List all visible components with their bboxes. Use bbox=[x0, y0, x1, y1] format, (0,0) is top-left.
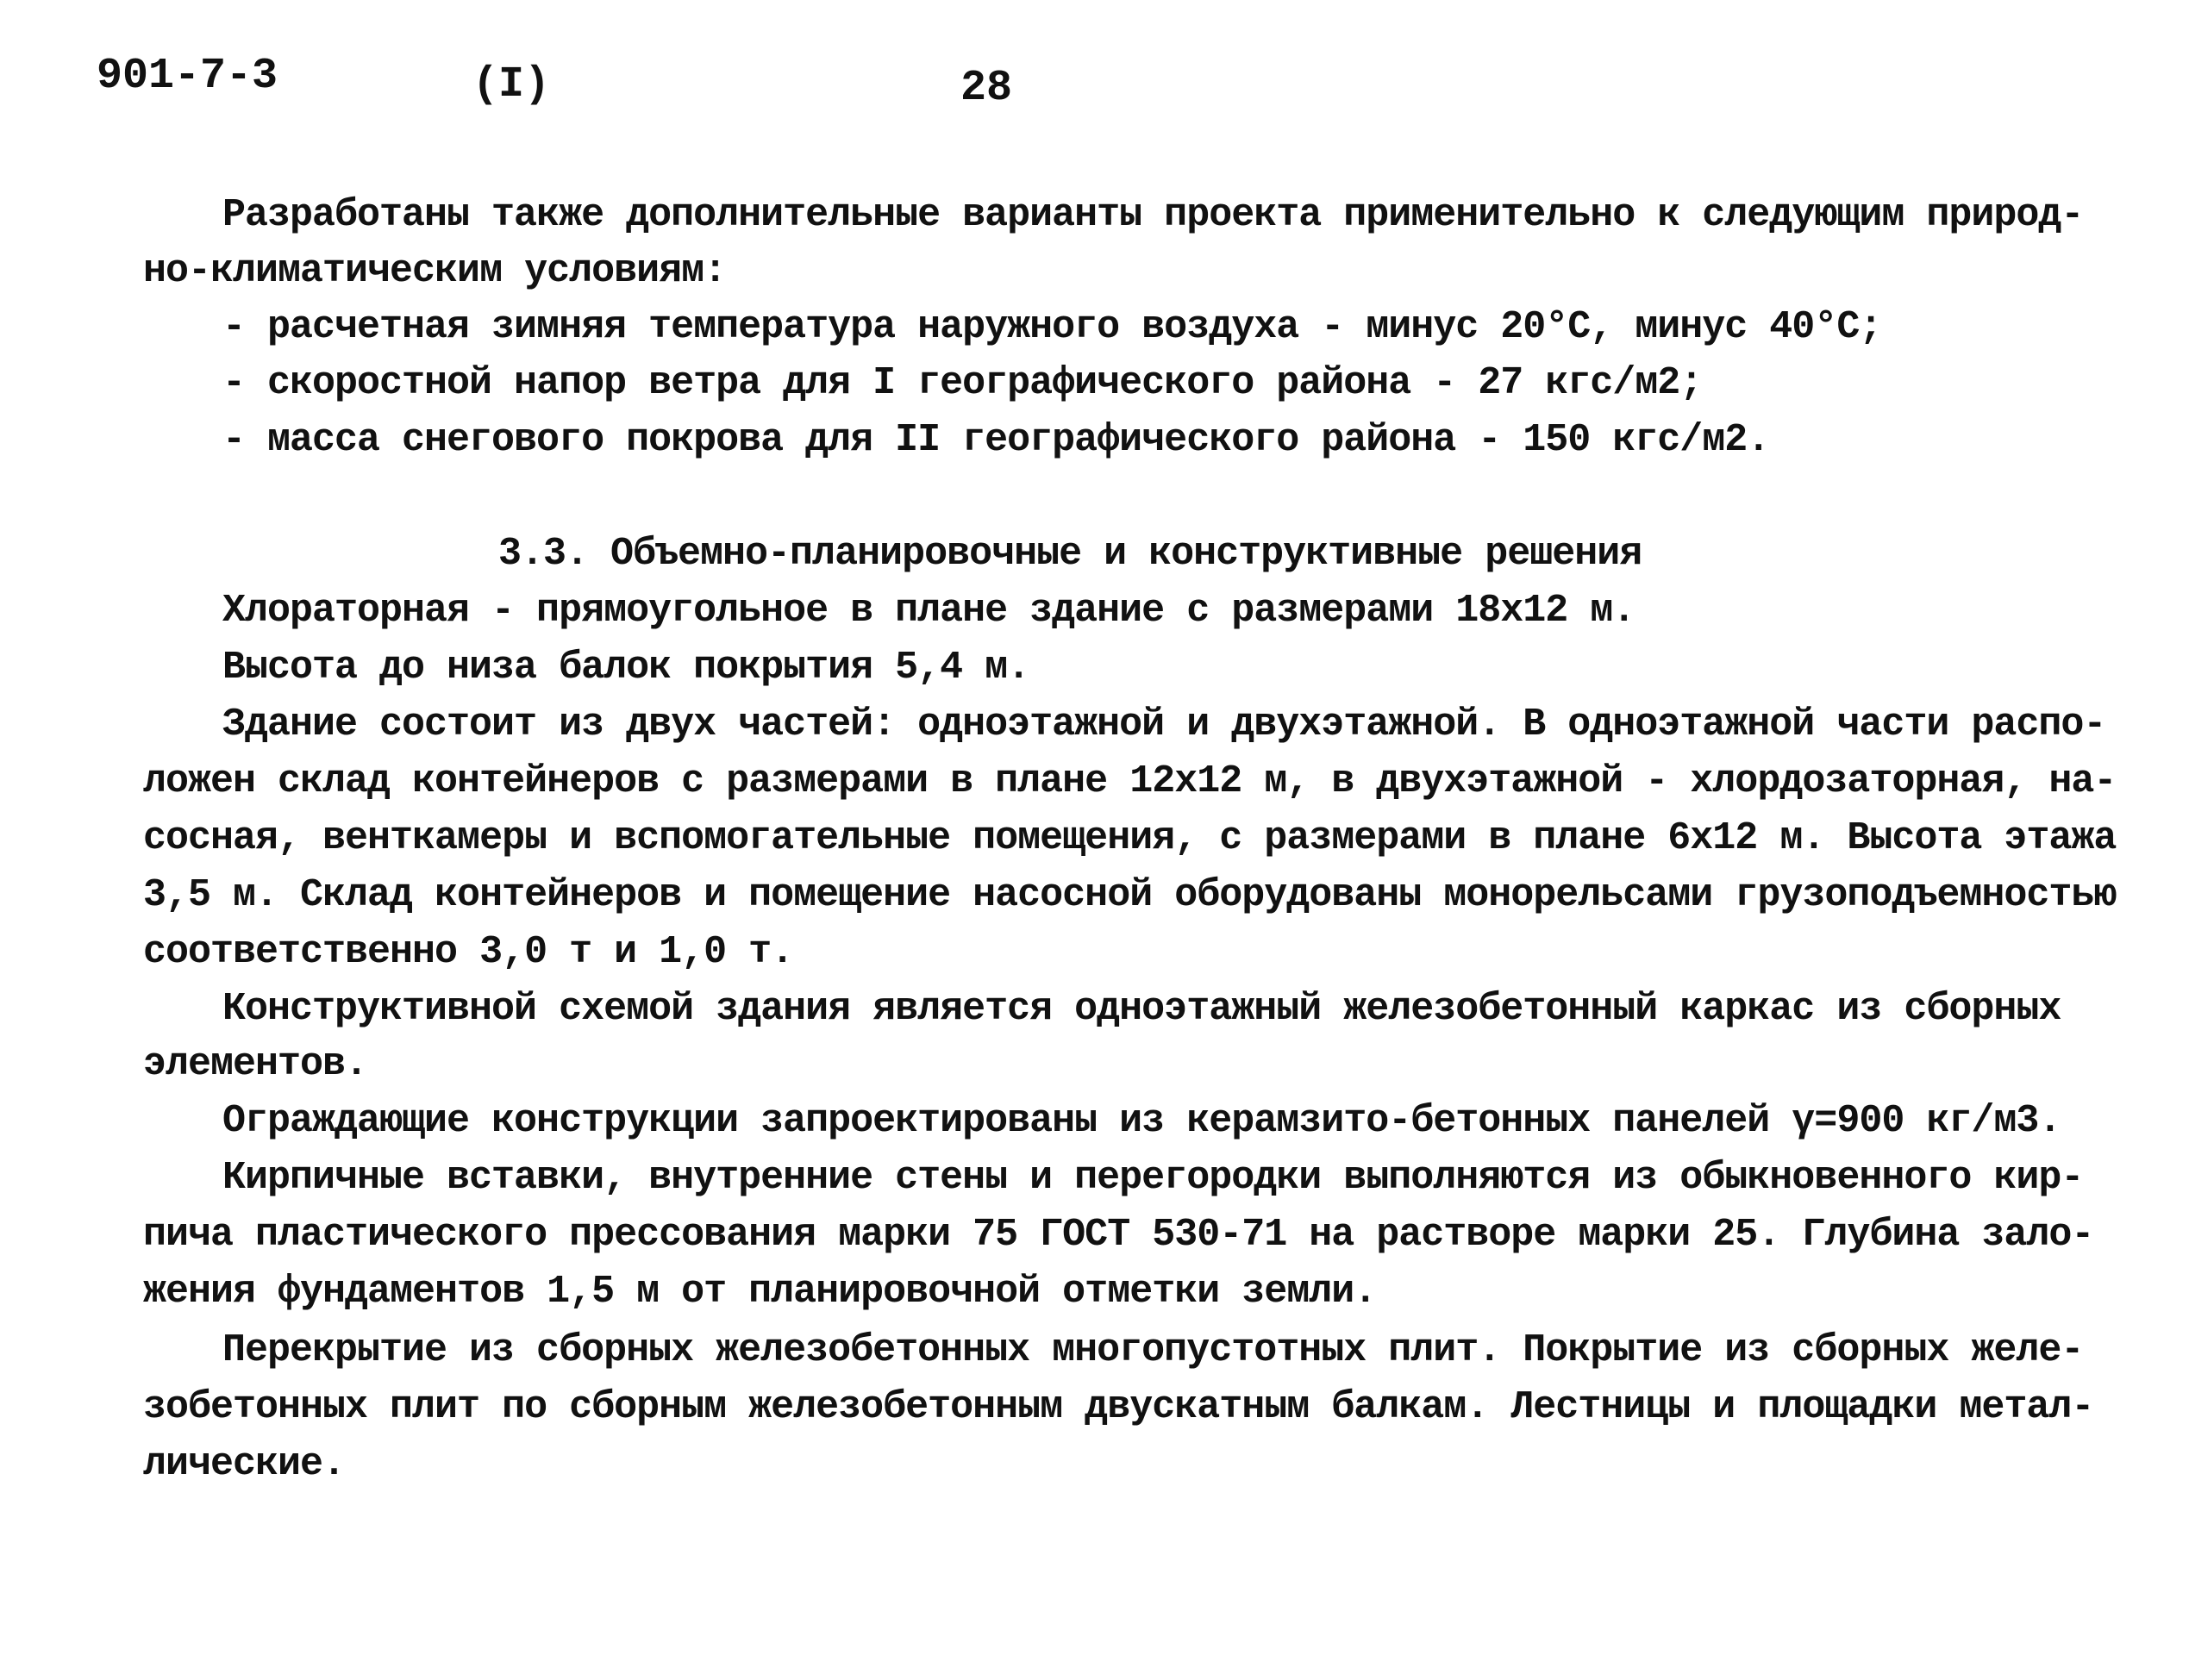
text-line: Высота до низа балок покрытия 5,4 м. bbox=[222, 646, 1030, 690]
text-line: элементов. bbox=[143, 1042, 368, 1086]
text-line: пича пластического прессования марки 75 ГОСТ 530-71 на растворе марки 25. Глубина зало- bbox=[143, 1213, 2094, 1257]
text-line: Конструктивной схемой здания является одноэтажный железобетонный каркас из сборных bbox=[222, 987, 2061, 1031]
text-line: - скоростной напор ветра для I географического района - 27 кгс/м2; bbox=[222, 361, 1703, 405]
text-line: жения фундаментов 1,5 м от планировочной отметки земли. bbox=[143, 1270, 1377, 1314]
text-line: Здание состоит из двух частей: одноэтажной и двухэтажной. В одноэтажной части распо- bbox=[222, 703, 2106, 746]
text-line: лические. bbox=[143, 1442, 346, 1486]
text-line: Кирпичные вставки, внутренние стены и перегородки выполняются из обыкновенного кир- bbox=[222, 1156, 2084, 1200]
text-line: ложен склад контейнеров с размерами в плане 12х12 м, в двухэтажной - хлордозаторная, на- bbox=[143, 759, 2117, 803]
text-line: Разработаны также дополнительные варианты проекта применительно к следующим природ- bbox=[222, 193, 2084, 237]
text-line: Перекрытие из сборных железобетонных многопустотных плит. Покрытие из сборных желе- bbox=[222, 1328, 2084, 1372]
text-line: соответственно 3,0 т и 1,0 т. bbox=[143, 930, 794, 974]
text-line: Ограждающие конструкции запроектированы из керамзито-бетонных панелей γ=900 кг/м3. bbox=[222, 1099, 2061, 1143]
text-line: - масса снегового покрова для II географического района - 150 кгс/м2. bbox=[222, 418, 1770, 462]
page-header bbox=[0, 41, 2189, 113]
text-line: - расчетная зимняя температура наружного воздуха - минус 20°С, минус 40°С; bbox=[222, 305, 1882, 349]
page-number: 28 bbox=[960, 64, 1013, 113]
text-line: сосная, венткамеры и вспомогательные помещения, с размерами в плане 6х12 м. Высота этажа bbox=[143, 816, 2117, 860]
text-line: но-климатическим условиям: bbox=[143, 249, 727, 293]
text-line: Хлораторная - прямоугольное в плане здание с размерами 18х12 м. bbox=[222, 589, 1635, 633]
text-line: 3,5 м. Склад контейнеров и помещение насосной оборудованы монорельсами грузоподъемностью bbox=[143, 873, 2117, 917]
section-heading: 3.3. Объемно-планировочные и конструктивные решения bbox=[498, 532, 1642, 576]
document-code: 901-7-3 bbox=[97, 52, 278, 101]
document-part: (I) bbox=[472, 60, 551, 109]
text-line: зобетонных плит по сборным железобетонным двускатным балкам. Лестницы и площадки метал- bbox=[143, 1385, 2094, 1429]
